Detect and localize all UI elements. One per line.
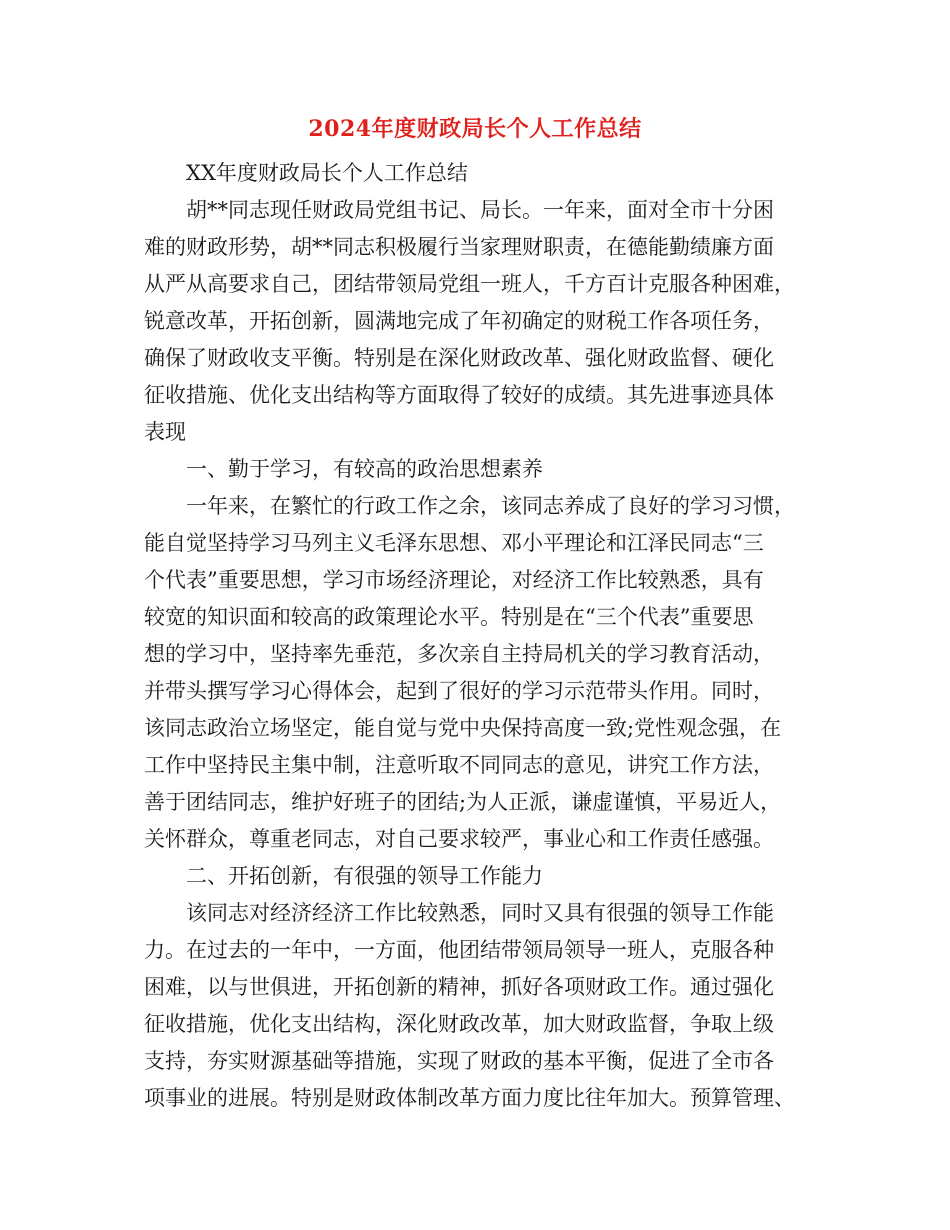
paragraph-line: 胡**同志现任财政局党组书记、局长。一年来，面对全市十分困: [186, 198, 774, 222]
paragraph-line: 能自觉坚持学习马列主义毛泽东思想、邓小平理论和江泽民同志“三: [144, 531, 764, 555]
paragraph-line: 锐意改革，开拓创新，圆满地完成了年初确定的财税工作各项任务，: [144, 309, 774, 333]
paragraph-line: 确保了财政收支平衡。特别是在深化财政改革、强化财政监督、硬化: [144, 346, 774, 370]
paragraph-line: 一年来，在繁忙的行政工作之余，该同志养成了良好的学习习惯，: [186, 494, 795, 518]
paragraph-line: 想的学习中，坚持率先垂范，多次亲自主持局机关的学习教育活动，: [144, 642, 774, 666]
paragraph-line: 关怀群众，尊重老同志，对自己要求较严，事业心和工作责任感强。: [144, 827, 774, 851]
section-heading: 二、开拓创新，有很强的领导工作能力: [186, 864, 543, 888]
subtitle-line: XX年度财政局长个人工作总结: [186, 161, 468, 185]
paragraph-line: 个代表”重要思想，学习市场经济理论，对经济工作比较熟悉，具有: [144, 568, 764, 592]
paragraph-line: 该同志对经济经济工作比较熟悉，同时又具有很强的领导工作能: [186, 901, 774, 925]
paragraph-line: 征收措施、优化支出结构等方面取得了较好的成绩。其先进事迹具体: [144, 383, 774, 407]
paragraph-line: 从严从高要求自己，团结带领局党组一班人，千方百计克服各种困难，: [144, 272, 795, 296]
paragraph-line: 工作中坚持民主集中制，注意听取不同同志的意见，讲究工作方法，: [144, 753, 774, 777]
document-body: [144, 155, 804, 1117]
paragraph-line: 该同志政治立场坚定，能自觉与党中央保持高度一致;党性观念强，在: [144, 716, 782, 740]
paragraph-line: 支持，夯实财源基础等措施，实现了财政的基本平衡，促进了全市各: [144, 1049, 774, 1073]
paragraph-line: 表现: [144, 420, 186, 444]
paragraph-line: 善于团结同志，维护好班子的团结;为人正派，谦虚谨慎，平易近人，: [144, 790, 782, 814]
paragraph-line: 力。在过去的一年中，一方面，他团结带领局领导一班人，克服各种: [144, 938, 774, 962]
paragraph-line: 项事业的进展。特别是财政体制改革方面力度比往年加大。预算管理、: [144, 1086, 795, 1110]
paragraph-line: 难的财政形势，胡**同志积极履行当家理财职责，在德能勤绩廉方面: [144, 235, 774, 259]
section-heading: 一、勤于学习，有较高的政治思想素养: [186, 457, 543, 481]
document-title: 2024年度财政局长个人工作总结: [308, 116, 642, 142]
paragraph-line: 征收措施，优化支出结构，深化财政改革，加大财政监督，争取上级: [144, 1012, 774, 1036]
paragraph-line: 并带头撰写学习心得体会，起到了很好的学习示范带头作用。同时，: [144, 679, 774, 703]
paragraph-line: 困难，以与世俱进，开拓创新的精神，抓好各项财政工作。通过强化: [144, 975, 774, 999]
paragraph-line: 较宽的知识面和较高的政策理论水平。特别是在“三个代表”重要思: [144, 605, 754, 629]
